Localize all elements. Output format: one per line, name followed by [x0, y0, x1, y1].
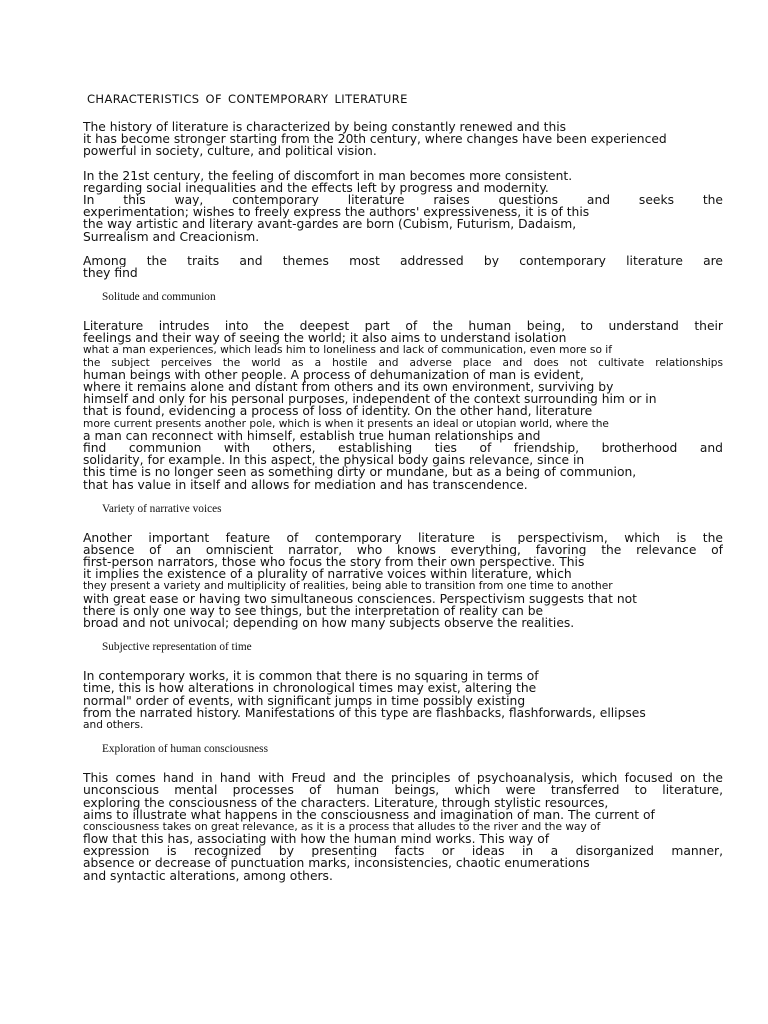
text-line: experimentation; wishes to freely express the authors' expressiveness, it is of this: [83, 205, 590, 220]
text-line: and others.: [83, 718, 144, 731]
text-line: regarding social inequalities and the effects left by progress and modernity.: [83, 180, 549, 195]
text-line: there is only one way to see things, but the interpretation of reality can be: [83, 603, 544, 618]
text-line: what a man experiences, which leads him to loneliness and lack of communication, even more so if: [83, 344, 612, 357]
text-line: consciousness takes on great relevance, as it is a process that alludes to the river and the way of: [83, 820, 601, 833]
section: [83, 291, 723, 491]
text-line: and syntactic alterations, among others.: [83, 868, 333, 883]
text-line: exploring the consciousness of the characters. Literature, through stylistic resources,: [83, 795, 609, 810]
text-line: normal" order of events, with significant jumps in time possibly existing: [83, 693, 526, 708]
text-line: Surrealism and Creacionism.: [83, 229, 260, 244]
text-line: a man can reconnect with himself, establish true human relationships and: [83, 428, 541, 443]
section-paragraph: [83, 670, 723, 731]
text-line: flow that this has, associating with how the human mind works. This way of: [83, 832, 550, 847]
text-line: first-person narrators, those who focus the story from their own perspective. This: [83, 555, 585, 570]
section: [83, 743, 723, 882]
section-heading: Solitude and communion: [102, 291, 216, 304]
text-line: find communion with others, establishing ties of friendship, brotherhood and: [83, 441, 723, 455]
text-line: The history of literature is characterized by being constantly renewed and this: [83, 120, 567, 134]
text-line: unconscious mental processes of human beings, which were transferred to literature,: [83, 784, 723, 797]
text-line: himself and only for his personal purposes, independent of the context surrounding him or in: [83, 392, 657, 407]
intro-paragraph: [83, 255, 723, 279]
text-line: they present a variety and multiplicity of realities, being able to transition from one time to another: [83, 580, 613, 593]
text-line: absence or decrease of punctuation marks, inconsistencies, chaotic enumerations: [83, 856, 590, 871]
text-line: that has value in itself and allows for mediation and has transcendence.: [83, 477, 528, 492]
intro-section: [83, 121, 723, 279]
section-paragraph: [83, 532, 723, 630]
text-line: In this way, contemporary literature raises questions and seeks the: [83, 193, 723, 207]
document-page: [83, 92, 723, 894]
text-line: feelings and their way of seeing the world; it also aims to understand isolation: [83, 331, 567, 346]
text-line: broad and not univocal; depending on how many subjects observe the realities.: [83, 616, 575, 630]
text-line: powerful in society, culture, and political vision.: [83, 144, 377, 159]
section-heading: Subjective representation of time: [102, 641, 252, 654]
section-paragraph: [83, 772, 723, 882]
text-line: the subject perceives the world as a hostile and adverse place and does not cultivate relationships: [83, 356, 723, 369]
intro-paragraph: [83, 170, 723, 243]
sections-container: [83, 291, 723, 882]
text-line: it has become stronger starting from the 20th century, where changes have been experienced: [83, 132, 667, 147]
text-line: solidarity, for example. In this aspect, the physical body gains relevance, since in: [83, 453, 585, 468]
section-paragraph: [83, 320, 723, 491]
text-line: more current presents another pole, which is when it presents an ideal or utopian world, where the: [83, 417, 609, 430]
text-line: Literature intrudes into the deepest part of the human being, to understand their: [83, 320, 723, 333]
text-line: that is found, evidencing a process of loss of identity. On the other hand, literature: [83, 404, 593, 419]
document-title: CHARACTERISTICS OF CONTEMPORARY LITERATURE: [87, 92, 408, 106]
text-line: In contemporary works, it is common that there is no squaring in terms of: [83, 669, 539, 684]
text-line: with great ease or having two simultaneous consciences. Perspectivism suggests that not: [83, 591, 637, 606]
text-line: it implies the existence of a plurality of narrative voices within literature, which: [83, 567, 572, 582]
section-heading: Exploration of human consciousness: [102, 743, 268, 756]
text-line: This comes hand in hand with Freud and the principles of psychoanalysis, which focused on the: [83, 772, 723, 785]
intro-paragraph: [83, 121, 723, 158]
text-line: this time is no longer seen as something dirty or mundane, but as a being of communion,: [83, 465, 637, 480]
section-heading: Variety of narrative voices: [102, 502, 222, 515]
text-line: from the narrated history. Manifestations of this type are flashbacks, flashforwards, ellipses: [83, 705, 646, 720]
text-line: absence of an omniscient narrator, who knows everything, favoring the relevance of: [83, 543, 723, 557]
section: [83, 641, 723, 731]
text-line: expression is recognized by presenting facts or ideas in a disorganized manner,: [83, 845, 723, 858]
text-line: human beings with other people. A process of dehumanization of man is evident,: [83, 367, 584, 382]
text-line: time, this is how alterations in chronological times may exist, altering the: [83, 681, 537, 696]
text-line: they find: [83, 265, 138, 280]
text-line: the way artistic and literary avant-gardes are born (Cubism, Futurism, Dadaism,: [83, 217, 577, 232]
text-line: Among the traits and themes most addressed by contemporary literature are: [83, 254, 723, 267]
text-line: Another important feature of contemporary literature is perspectivism, which is the: [83, 531, 723, 544]
section: [83, 503, 723, 630]
text-line: In the 21st century, the feeling of discomfort in man becomes more consistent.: [83, 168, 573, 183]
text-line: aims to illustrate what happens in the consciousness and imagination of man. The current of: [83, 807, 655, 822]
text-line: where it remains alone and distant from others and its own environment, surviving by: [83, 380, 614, 394]
